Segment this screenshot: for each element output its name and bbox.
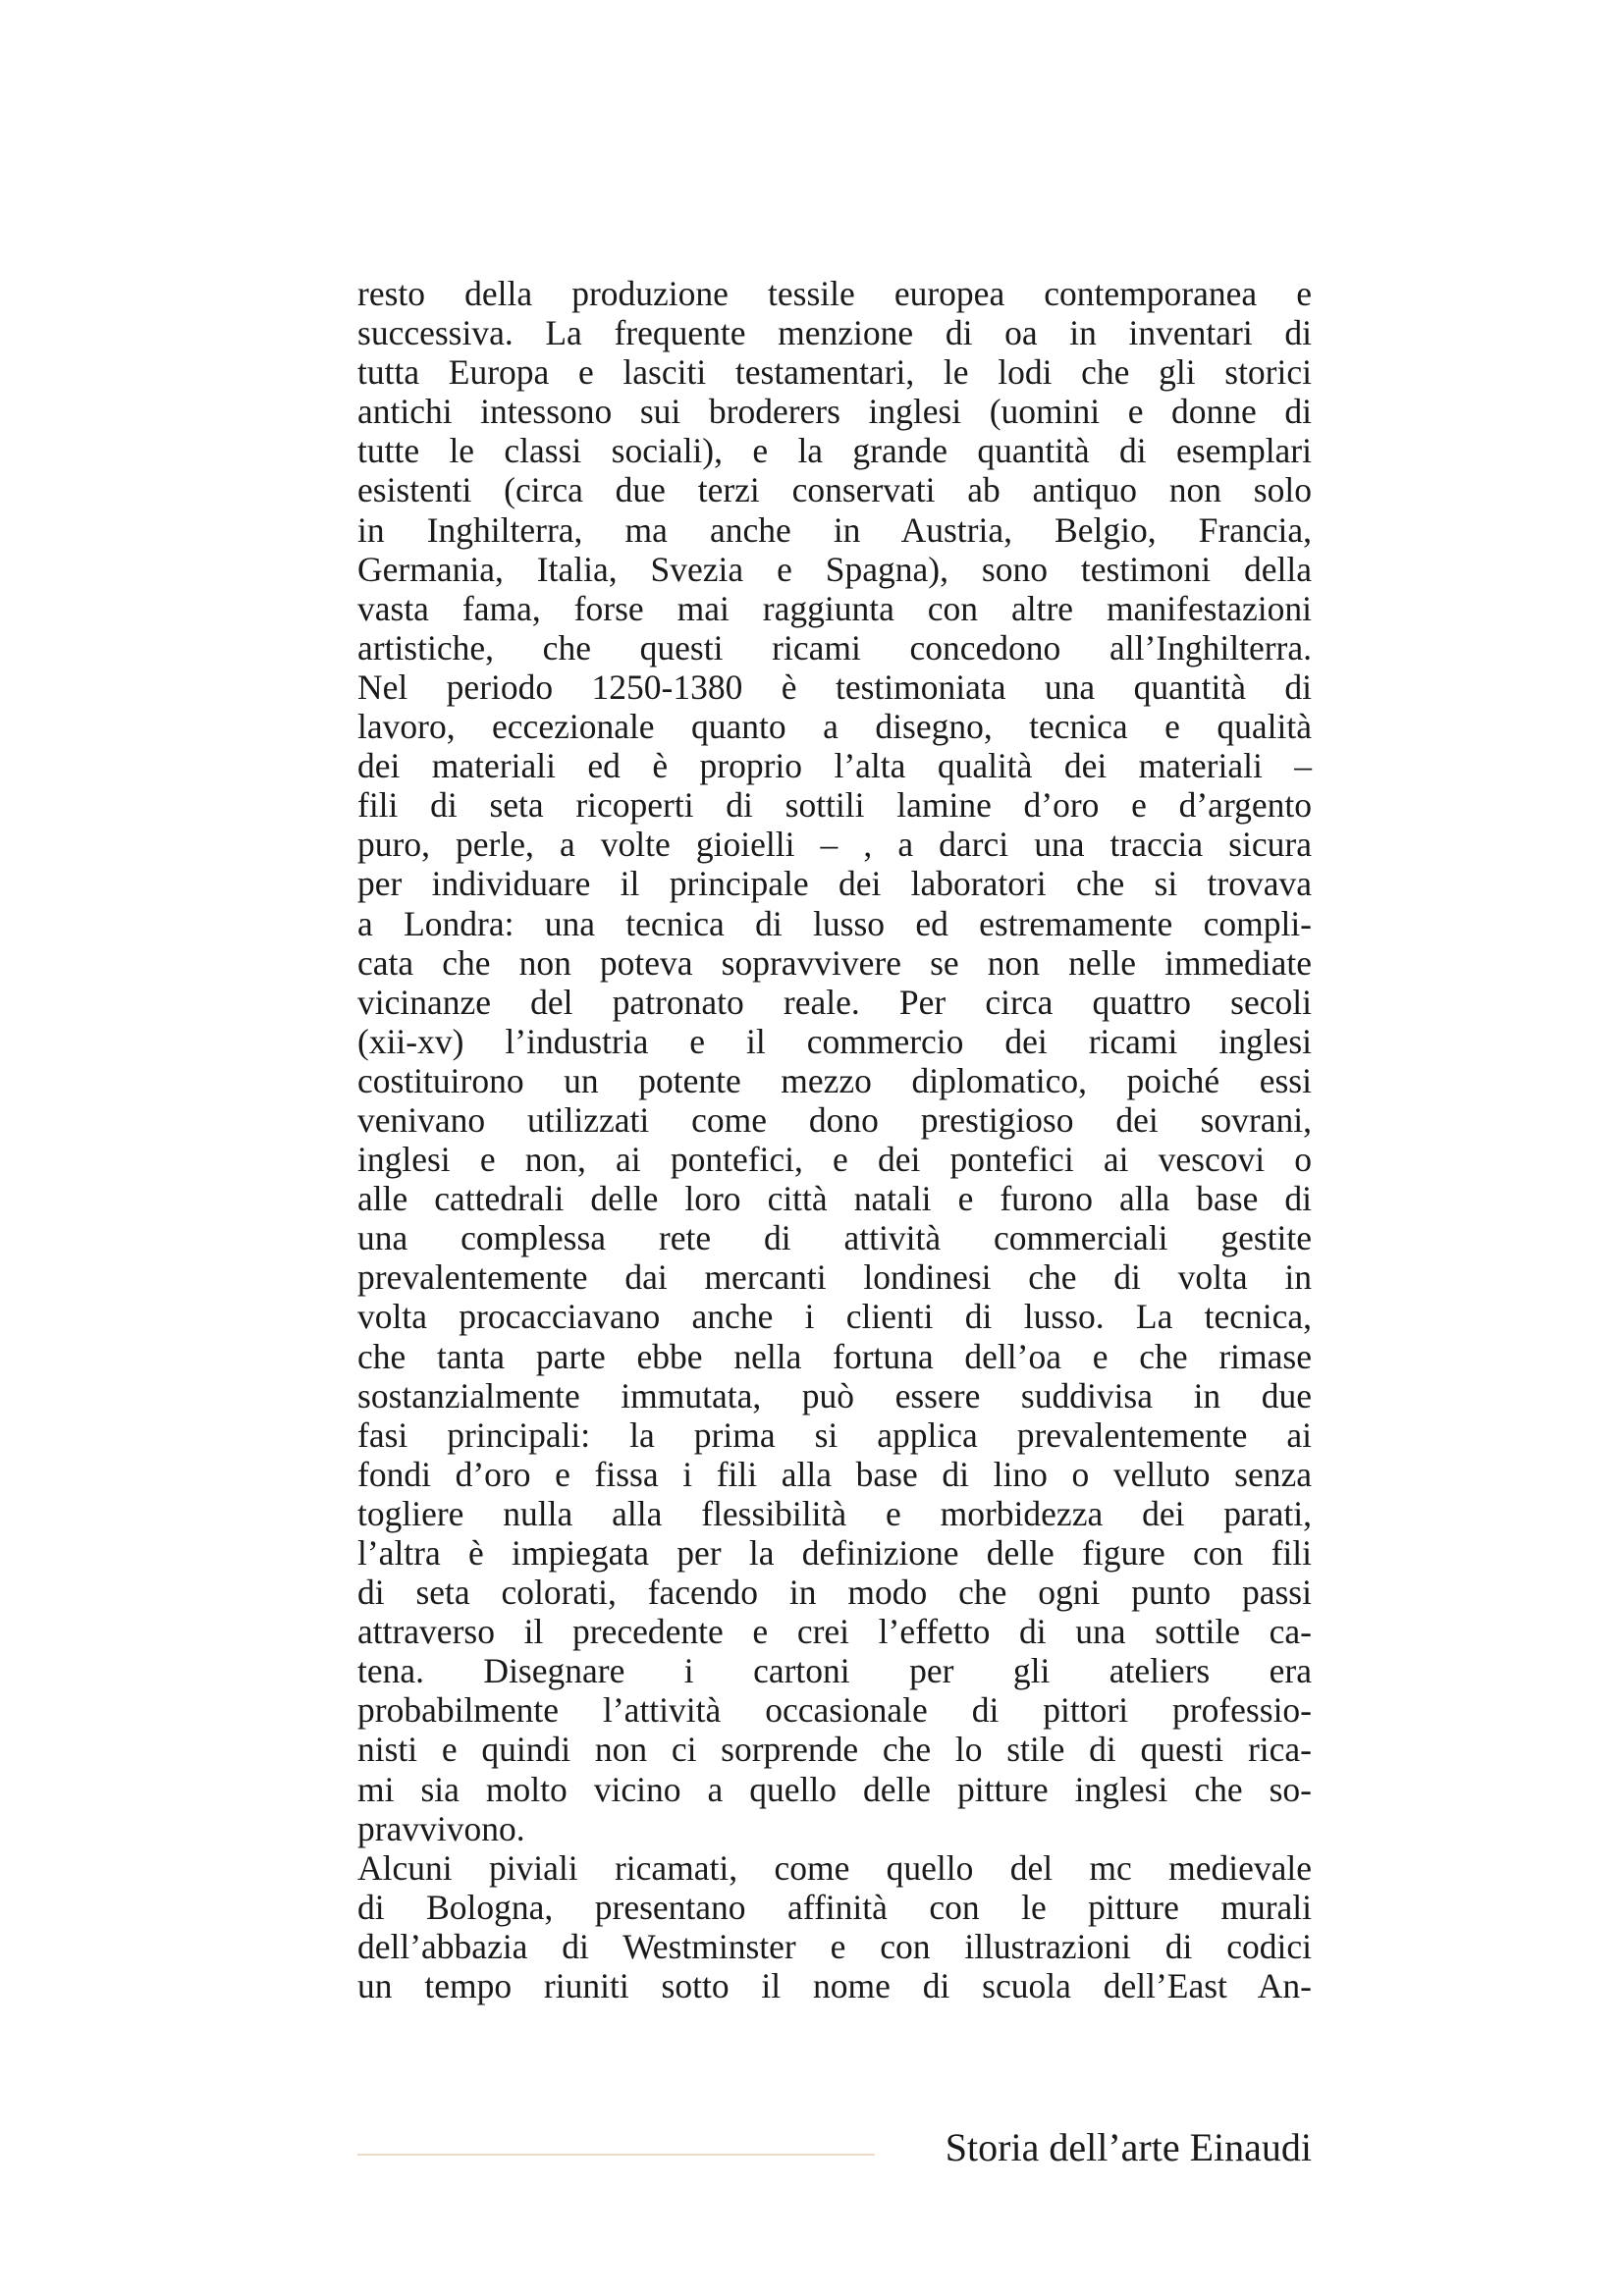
text-line: probabilmente l’attività occasionale di pittori professio- <box>357 1690 1312 1731</box>
text-line: venivano utilizzati come dono prestigioso dei sovrani, <box>357 1099 1312 1140</box>
text-line: lavoro, eccezionale quanto a disegno, tecnica e qualità <box>357 707 1312 747</box>
text-line: in Inghilterra, ma anche in Austria, Belgio, Francia, <box>357 509 1312 550</box>
text-line: costituirono un potente mezzo diplomatico, poiché essi <box>357 1060 1312 1100</box>
text-line: tena. Disegnare i cartoni per gli ateliers era <box>357 1651 1312 1691</box>
text-line: vasta fama, forse mai raggiunta con altre manifestazioni <box>357 588 1312 628</box>
text-line: a Londra: una tecnica di lusso ed estremamente compli- <box>357 903 1312 943</box>
text-line: tutta Europa e lasciti testamentari, le lodi che gli storici <box>357 352 1312 393</box>
text-line: un tempo riuniti sotto il nome di scuola dell’East An- <box>357 1966 1312 2006</box>
text-line: dell’abbazia di Westminster e con illustrazioni di codici <box>357 1926 1312 1966</box>
text-line: esistenti (circa due terzi conservati ab antiquo non solo <box>357 470 1312 510</box>
text-line: una complessa rete di attività commerciali gestite <box>357 1218 1312 1258</box>
page-footer <box>357 2120 1312 2179</box>
text-line: volta procacciavano anche i clienti di lusso. La tecnica, <box>357 1297 1312 1337</box>
text-line: fondi d’oro e fissa i fili alla base di lino o velluto senza <box>357 1454 1312 1494</box>
text-line: l’altra è impiegata per la definizione delle figure con fili <box>357 1533 1312 1573</box>
text-line: fili di seta ricoperti di sottili lamine d’oro e d’argento <box>357 785 1312 826</box>
text-line: fasi principali: la prima si applica prevalentemente ai <box>357 1415 1312 1455</box>
text-line: pravvivono. <box>357 1808 525 1848</box>
text-line: togliere nulla alla flessibilità e morbidezza dei parati, <box>357 1493 1312 1533</box>
text-line: di Bologna, presentano affinità con le pitture murali <box>357 1887 1312 1927</box>
text-line: nisti e quindi non ci sorprende che lo stile di questi rica- <box>357 1730 1312 1770</box>
text-line: tutte le classi sociali), e la grande quantità di esemplari <box>357 431 1312 471</box>
text-line: dei materiali ed è proprio l’alta qualità dei materiali – <box>357 746 1312 786</box>
text-line: che tanta parte ebbe nella fortuna dell’oa e che rimase <box>357 1336 1312 1376</box>
text-line: alle cattedrali delle loro città natali e furono alla base di <box>357 1179 1312 1219</box>
text-line: antichi intessono sui broderers inglesi (uomini e donne di <box>357 392 1312 432</box>
text-line: inglesi e non, ai pontefici, e dei pontefici ai vescovi o <box>357 1140 1312 1180</box>
text-line: successiva. La frequente menzione di oa in inventari di <box>357 313 1312 353</box>
text-line: resto della produzione tessile europea contemporanea e <box>357 274 1312 313</box>
text-line: sostanzialmente immutata, può essere suddivisa in due <box>357 1375 1312 1415</box>
text-line: di seta colorati, facendo in modo che ogni punto passi <box>357 1573 1312 1613</box>
text-line: Alcuni piviali ricamati, come quello del mc medievale <box>357 1847 1312 1888</box>
text-line: vicinanze del patronato reale. Per circa quattro secoli <box>357 982 1312 1022</box>
text-line: puro, perle, a volte gioielli – , a darci una traccia sicura <box>357 825 1312 865</box>
footer-title: Storia dell’arte Einaudi <box>945 2125 1312 2169</box>
text-line: (xii-xv) l’industria e il commercio dei ricami inglesi <box>357 1021 1312 1061</box>
page-body <box>357 274 1312 2005</box>
text-line: Nel periodo 1250-1380 è testimoniata una quantità di <box>357 667 1312 707</box>
footer-divider <box>357 2154 875 2156</box>
text-line: attraverso il precedente e crei l’effetto di una sottile ca- <box>357 1612 1312 1652</box>
text-line: mi sia molto vicino a quello delle pitture inglesi che so- <box>357 1769 1312 1809</box>
text-line: prevalentemente dai mercanti londinesi che di volta in <box>357 1257 1312 1298</box>
text-line: cata che non poteva sopravvivere se non nelle immediate <box>357 942 1312 983</box>
text-line: per individuare il principale dei laboratori che si trovava <box>357 864 1312 904</box>
text-line: artistiche, che questi ricami concedono all’Inghilterra. <box>357 627 1312 667</box>
text-line: Germania, Italia, Svezia e Spagna), sono testimoni della <box>357 549 1312 589</box>
